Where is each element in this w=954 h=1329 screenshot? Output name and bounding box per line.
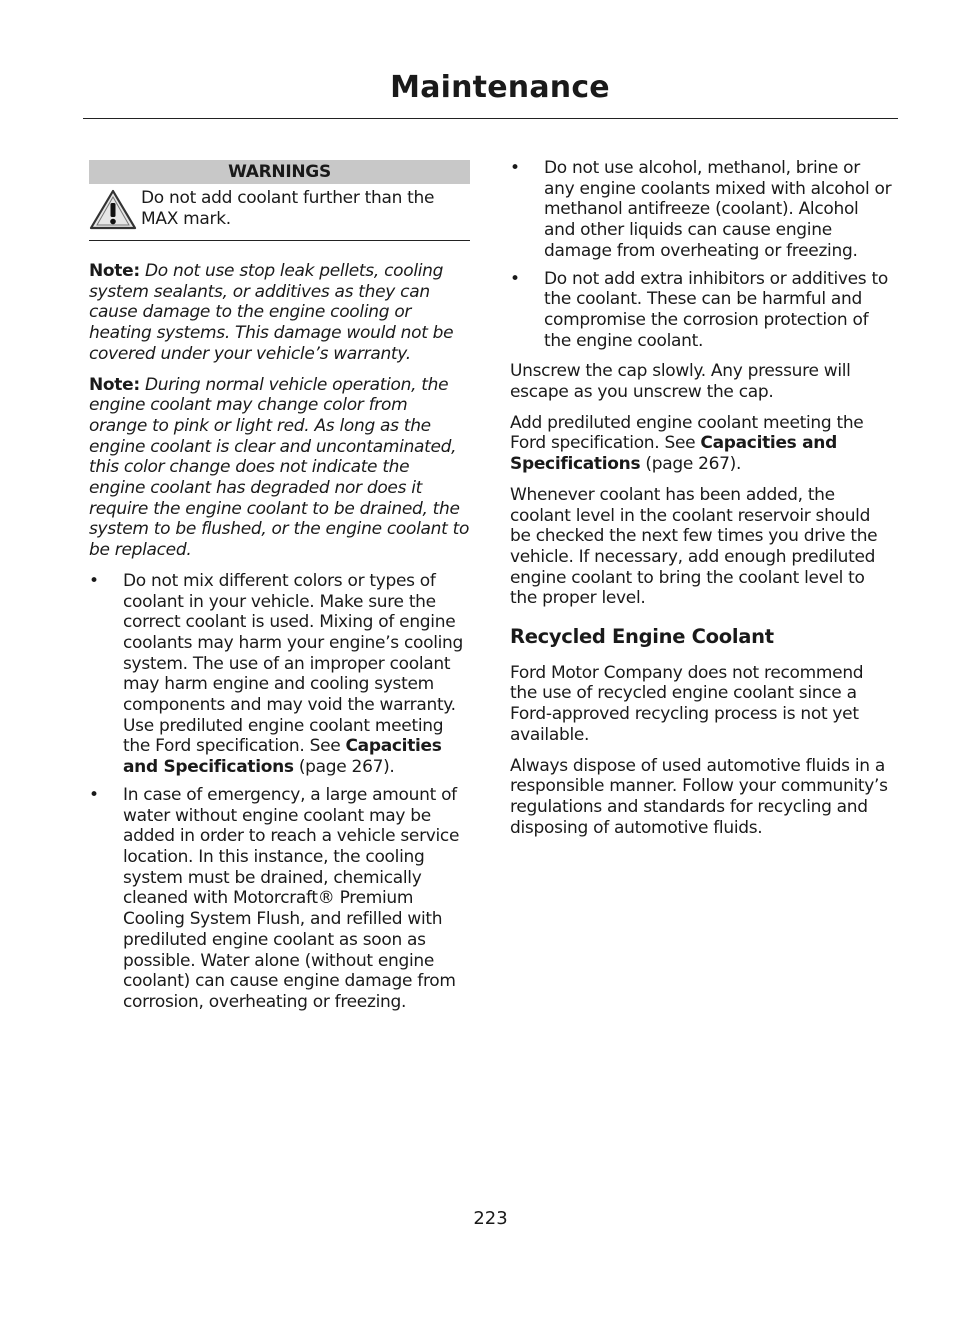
- warning-triangle-icon: [89, 188, 137, 230]
- paragraph-text: Add prediluted engine coolant meeting the Ford specification. See: [510, 412, 864, 454]
- list-item-text: In case of emergency, a large amount of water without engine coolant may be added in order to reach a vehicle service location. In this instance, the cooling system must be drained, chemically cleaned with Motorcraft® Premium Cooling System Flush, and refilled with prediluted engine coolant as soon as possible. Water alone (without engine coolant) can cause engine damage from corrosion, overheating or freezing.: [123, 784, 460, 1012]
- page-reference: (page 267).: [293, 757, 395, 778]
- list-item-text: Do not mix different colors or types of coolant in your vehicle. Make sure the correct coolant is used. Mixing of engine coolants may harm your engine’s cooling system. The use of an improper coolant may harm engine and cooling system components and may void the warranty. Use prediluted engine coolant meeting the Ford specification. See: [123, 570, 464, 757]
- title-divider: [83, 118, 898, 119]
- note-paragraph: [89, 261, 470, 365]
- bullet-marker: •: [510, 158, 520, 178]
- bullet-marker: •: [89, 570, 99, 591]
- bullet-marker: •: [89, 784, 99, 805]
- page-title: Maintenance: [390, 70, 610, 105]
- left-column: [89, 158, 470, 1023]
- warning-box: [89, 184, 470, 241]
- list-item: [510, 158, 892, 262]
- right-column: [510, 158, 892, 848]
- bullet-list: [89, 571, 470, 1013]
- cross-reference-link[interactable]: Capacities and Specifications: [510, 433, 837, 475]
- list-item-text: Do not add extra inhibitors or additives to the coolant. These can be harmful and compromise the corrosion protection of the engine coolant.: [544, 268, 888, 351]
- cross-reference-link[interactable]: Capacities and Specifications: [123, 736, 442, 778]
- note-text: During normal vehicle operation, the engine coolant may change color from orange to pink or light red. As long as the engine coolant is clear and uncontaminated, this color change does not indicate the engine coolant has degraded nor does it require the engine coolant to be drained, the system to be flushed, or the engine coolant to be replaced.: [89, 374, 470, 561]
- warning-text: Do not add coolant further than the MAX mark.: [141, 188, 435, 229]
- page-reference: (page 267).: [640, 454, 742, 475]
- body-paragraph: Unscrew the cap slowly. Any pressure will escape as you unscrew the cap.: [510, 361, 851, 403]
- bullet-marker: •: [510, 268, 520, 289]
- list-item-text: Do not use alcohol, methanol, brine or any engine coolants mixed with alcohol or methanol antifreeze (coolant). Alcohol and other liquids can cause engine damage from overheating or freezing.: [544, 158, 892, 261]
- bullet-list: [510, 158, 892, 351]
- body-paragraph: Ford Motor Company does not recommend the use of recycled engine coolant since a Ford-approved recycling process is not yet available.: [510, 662, 864, 745]
- note-label: Note:: [89, 374, 140, 395]
- note-paragraph: [89, 375, 470, 561]
- list-item: [89, 785, 470, 1013]
- body-paragraph: Whenever coolant has been added, the coolant level in the coolant reservoir should be checked the next few times you drive the vehicle. If necessary, add enough prediluted engine coolant to bring the coolant level to the proper level.: [510, 484, 878, 609]
- section-heading: Recycled Engine Coolant: [510, 625, 774, 649]
- warnings-heading: WARNINGS: [89, 160, 470, 184]
- body-paragraph: [510, 413, 892, 475]
- list-item: [510, 269, 892, 352]
- note-text: Do not use stop leak pellets, cooling system sealants, or additives as they can cause damage to the engine cooling or heating systems. This damage would not be covered under your vehicle’s warranty.: [89, 261, 454, 364]
- body-paragraph: Always dispose of used automotive fluids in a responsible manner. Follow your community’s regulations and standards for recycling and disposing of automotive fluids.: [510, 755, 888, 838]
- note-label: Note:: [89, 261, 140, 281]
- list-item: [89, 571, 470, 778]
- page-number: 223: [473, 1208, 508, 1229]
